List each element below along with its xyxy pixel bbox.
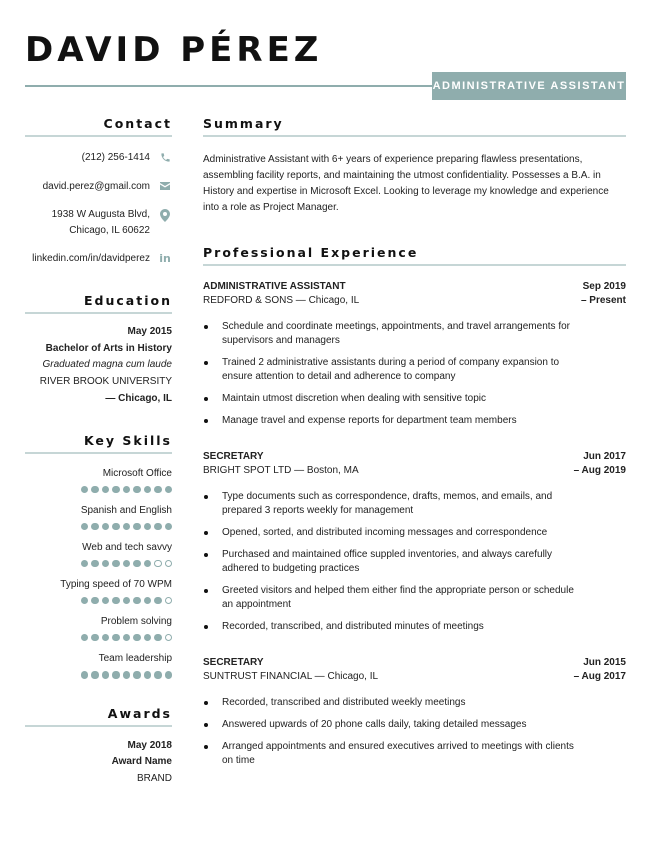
job-heading: [203, 450, 359, 478]
skills-section: [25, 433, 172, 679]
bullet-item: Answered upwards of 20 phone calls daily, taking detailed messages: [203, 718, 583, 732]
education-honors: Graduated magna cum laude: [42, 359, 172, 370]
award-brand: BRAND: [136, 772, 172, 784]
awards-heading: Awards: [107, 705, 172, 721]
rating-dot-filled: [144, 486, 151, 493]
rating-dot-filled: [144, 634, 151, 641]
contact-heading: Contact: [103, 116, 172, 131]
rating-dot-filled: [133, 671, 140, 678]
rating-dot-filled: [154, 671, 161, 678]
bullet-item: Schedule and coordinate meetings, appointments, and travel arrangements for supervisors and managers: [203, 320, 583, 348]
rating-dot-empty: [154, 560, 161, 567]
job-entry: [203, 450, 626, 634]
contact-linkedin-row: [25, 251, 172, 267]
rating-dot-filled: [154, 486, 161, 493]
rating-dot-filled: [112, 634, 119, 641]
education-entry: [25, 324, 172, 408]
job-bullets: [203, 490, 626, 634]
job-company-line: [203, 670, 378, 684]
rating-dot-filled: [91, 671, 98, 678]
award-date: May 2018: [127, 739, 172, 751]
skill-rating: [25, 523, 172, 530]
mail-icon: [158, 179, 172, 191]
job-title: ADMINISTRATIVE ASSISTANT: [203, 281, 346, 292]
skill-item: [25, 467, 172, 493]
rating-dot-filled: [144, 671, 151, 678]
job-company: BRIGHT SPOT LTD: [203, 465, 292, 476]
linkedin-icon: in: [159, 252, 171, 265]
rating-dot-filled: [165, 486, 172, 493]
location-pin-icon: [158, 207, 172, 222]
left-column: [25, 116, 172, 787]
address-line-1: 1938 W Augusta Blvd,: [51, 209, 150, 220]
job-title-badge: ADMINISTRATIVE ASSISTANT: [432, 72, 626, 100]
rating-dot-empty: [165, 597, 172, 604]
rating-dot-filled: [144, 523, 151, 530]
phone-icon: [158, 150, 172, 163]
skill-rating: [25, 597, 172, 604]
award-name: Award Name: [111, 756, 172, 768]
candidate-name: DAVID PÉREZ: [25, 30, 323, 70]
rating-dot-filled: [133, 486, 140, 493]
separator-dash: —: [291, 465, 307, 476]
job-location: Boston, MA: [306, 465, 359, 476]
rating-dot-filled: [91, 560, 98, 567]
rating-dot-filled: [102, 560, 109, 567]
rating-dot-filled: [91, 597, 98, 604]
bullet-item: Trained 2 administrative assistants during a period of company expansion to ensure attention to detail and adherence to company: [203, 356, 583, 384]
location-text: Chicago, IL: [118, 393, 172, 404]
job-company: SUNTRUST FINANCIAL: [203, 671, 312, 682]
job-date-start: Jun 2017: [583, 451, 626, 462]
rating-dot-filled: [91, 523, 98, 530]
job-title: SECRETARY: [203, 451, 264, 462]
bullet-item: Recorded, transcribed, and distributed minutes of meetings: [203, 620, 583, 634]
skill-rating: [25, 560, 172, 567]
rating-dot-filled: [102, 634, 109, 641]
job-date-start: Jun 2015: [583, 657, 626, 668]
bullet-item: Purchased and maintained office suppled inventories, and always carefully adhered to budgeting practices: [203, 548, 583, 576]
section-divider: [25, 135, 172, 137]
skill-name: Web and tech savvy: [82, 541, 172, 553]
rating-dot-filled: [112, 560, 119, 567]
bullet-item: Arranged appointments and ensured executives arrived to meetings with clients on time: [203, 740, 583, 768]
job-header: [203, 656, 626, 684]
education-school: RIVER BROOK UNIVERSITY: [39, 375, 172, 387]
skill-item: [25, 652, 172, 678]
summary-text: Administrative Assistant with 6+ years of experience preparing flawless presentations, assembling facility reports, and maintaining the utmost confidentiality. Possesses a B.A. in History and expertise in Microsoft Excel. Looking to leverage my knowledge and experience into a role as Project Manager.: [203, 154, 609, 213]
job-date-end: – Present: [580, 295, 626, 306]
education-location: [25, 391, 172, 408]
rating-dot-filled: [123, 560, 130, 567]
job-company-line: [203, 294, 359, 308]
skills-heading: Key Skills: [83, 432, 172, 448]
rating-dot-filled: [81, 671, 88, 678]
skill-item: [25, 578, 172, 604]
summary-heading: Summary: [203, 116, 284, 131]
skill-name: Team leadership: [98, 653, 172, 665]
skill-name: Microsoft Office: [102, 467, 172, 479]
rating-dot-filled: [123, 597, 130, 604]
rating-dot-filled: [154, 634, 161, 641]
rating-dot-filled: [91, 486, 98, 493]
rating-dot-filled: [91, 634, 98, 641]
skill-name: Problem solving: [100, 616, 172, 628]
education-section: [25, 293, 172, 408]
job-title: SECRETARY: [203, 657, 264, 668]
rating-dot-filled: [165, 523, 172, 530]
rating-dot-filled: [81, 634, 88, 641]
job-heading: [203, 656, 378, 684]
job-location: Chicago, IL: [327, 671, 379, 682]
rating-dot-filled: [144, 597, 151, 604]
rating-dot-filled: [133, 597, 140, 604]
rating-dot-filled: [81, 597, 88, 604]
rating-dot-filled: [133, 634, 140, 641]
bullet-item: Maintain utmost discretion when dealing with sensitive topic: [203, 392, 583, 406]
rating-dot-empty: [165, 634, 172, 641]
job-heading: [203, 280, 359, 308]
rating-dot-filled: [102, 597, 109, 604]
right-column: [203, 116, 626, 776]
rating-dot-filled: [112, 486, 119, 493]
contact-section: [25, 116, 172, 267]
job-entry: [203, 656, 626, 768]
section-divider: [203, 264, 626, 266]
skill-item: [25, 541, 172, 567]
contact-phone-row: [25, 150, 172, 166]
section-divider: [203, 135, 626, 137]
job-entry: [203, 280, 626, 428]
job-company-line: [203, 464, 359, 478]
rating-dot-filled: [112, 597, 119, 604]
skill-rating: [25, 671, 172, 678]
rating-dot-filled: [112, 671, 119, 678]
bullet-item: Greeted visitors and helped them either find the appropriate person or schedule an appointment: [203, 584, 583, 612]
location-prefix: —: [105, 393, 119, 404]
skill-rating: [25, 486, 172, 493]
jobs-list: [203, 280, 626, 768]
summary-section: [203, 116, 626, 216]
rating-dot-filled: [81, 486, 88, 493]
skill-item: [25, 504, 172, 530]
linkedin-url[interactable]: linkedin.com/in/davidperez: [32, 253, 150, 264]
address-line-2: Chicago, IL 60622: [69, 225, 150, 236]
job-date-end: – Aug 2017: [573, 671, 626, 682]
skill-name: Spanish and English: [80, 504, 172, 516]
job-company: REDFORD & SONS: [203, 295, 294, 306]
rating-dot-filled: [102, 671, 109, 678]
award-entry: [25, 738, 172, 788]
rating-dot-filled: [154, 597, 161, 604]
job-dates: [574, 656, 626, 684]
rating-dot-filled: [123, 523, 130, 530]
job-bullets: [203, 320, 626, 428]
rating-dot-filled: [123, 671, 130, 678]
job-location: Chicago, IL: [308, 295, 360, 306]
section-divider: [25, 725, 172, 727]
skill-name: Typing speed of 70 WPM: [60, 579, 172, 591]
job-date-end: – Aug 2019: [573, 465, 626, 476]
phone-number[interactable]: (212) 256-1414: [81, 152, 150, 163]
section-divider: [25, 452, 172, 454]
rating-dot-empty: [165, 560, 172, 567]
experience-heading: Professional Experience: [203, 245, 419, 260]
rating-dot-filled: [165, 671, 172, 678]
experience-section: [203, 245, 626, 768]
rating-dot-filled: [144, 560, 151, 567]
skill-item: [25, 615, 172, 641]
rating-dot-filled: [133, 523, 140, 530]
header-divider: [25, 85, 435, 87]
education-heading: Education: [84, 293, 172, 308]
bullet-item: Type documents such as correspondence, drafts, memos, and emails, and prepared 3 reports weekly for management: [203, 490, 583, 518]
separator-dash: —: [293, 295, 309, 306]
job-dates: [581, 280, 626, 308]
bullet-item: Opened, sorted, and distributed incoming messages and correspondence: [203, 526, 583, 540]
bullet-item: Recorded, transcribed and distributed weekly meetings: [203, 696, 583, 710]
rating-dot-filled: [154, 523, 161, 530]
bullet-item: Manage travel and expense reports for department team members: [203, 414, 583, 428]
job-header: [203, 280, 626, 308]
skills-list: [25, 467, 172, 679]
rating-dot-filled: [102, 486, 109, 493]
rating-dot-filled: [133, 560, 140, 567]
education-date: May 2015: [127, 326, 172, 337]
section-divider: [25, 312, 172, 314]
rating-dot-filled: [81, 560, 88, 567]
address: [52, 207, 150, 239]
contact-email-row: [25, 179, 172, 195]
job-header: [203, 450, 626, 478]
job-date-start: Sep 2019: [582, 281, 626, 292]
separator-dash: —: [311, 671, 328, 682]
rating-dot-filled: [123, 634, 130, 641]
rating-dot-filled: [112, 523, 119, 530]
job-bullets: [203, 696, 626, 768]
rating-dot-filled: [123, 486, 130, 493]
contact-address-row: [25, 207, 172, 239]
skill-rating: [25, 634, 172, 641]
awards-section: [25, 706, 172, 788]
job-dates: [574, 450, 626, 478]
email-address[interactable]: david.perez@gmail.com: [42, 181, 150, 192]
rating-dot-filled: [81, 523, 88, 530]
rating-dot-filled: [102, 523, 109, 530]
education-degree: Bachelor of Arts in History: [45, 342, 172, 354]
